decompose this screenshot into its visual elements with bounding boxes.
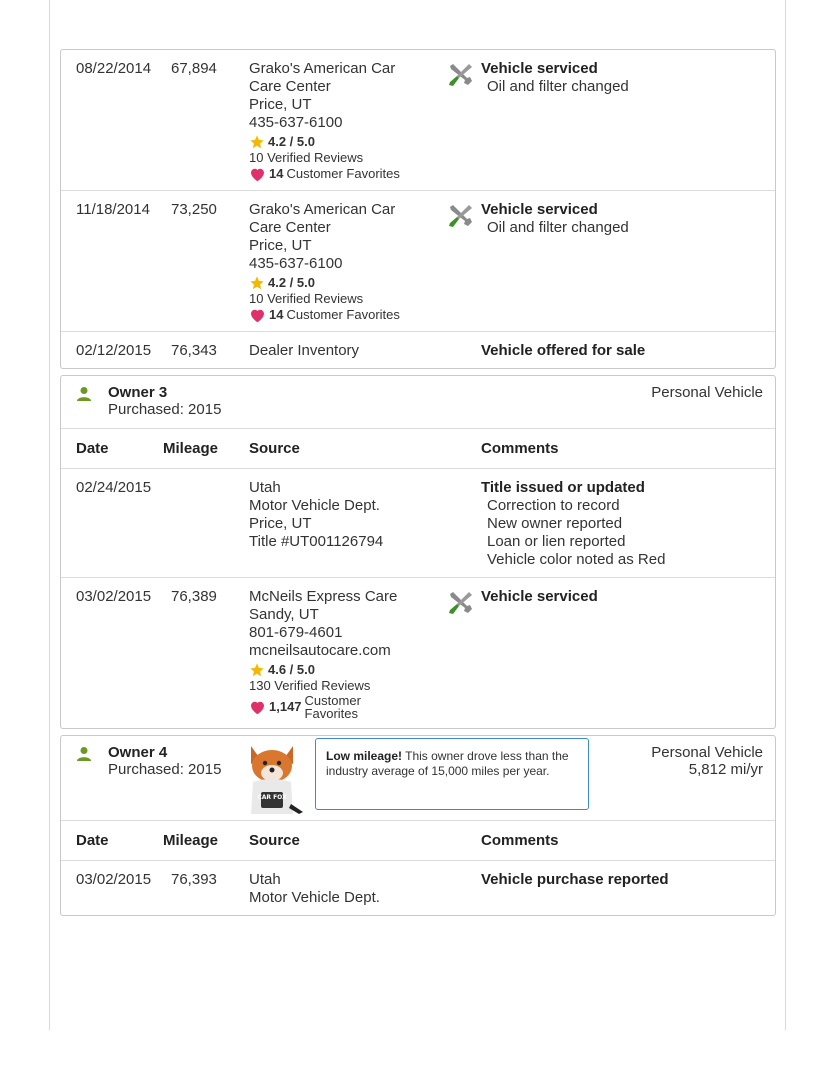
- comment-line: Oil and filter changed: [487, 78, 629, 95]
- table-header: [61, 821, 775, 861]
- favorites-label: Customer Favorites: [286, 166, 400, 181]
- record-source: [249, 342, 439, 360]
- record-date: 02/24/2015: [76, 479, 152, 496]
- column-header-source: Source: [249, 832, 300, 849]
- record-comments: [481, 342, 775, 360]
- wrench-screwdriver-icon: [446, 589, 474, 617]
- heart-icon: [249, 700, 266, 715]
- star-icon: [249, 275, 265, 291]
- column-header-comments: Comments: [481, 440, 559, 457]
- person-icon: [76, 386, 92, 402]
- source-line: Sandy, UT: [249, 606, 319, 623]
- fox-badge-text: CAR FOX: [257, 794, 287, 801]
- rating: [249, 275, 439, 291]
- carfox-mascot-icon: [237, 742, 307, 818]
- record-source: [249, 588, 439, 720]
- source-line: Price, UT: [249, 515, 312, 532]
- comment-title: Title issued or updated: [481, 479, 645, 496]
- owner-purchased: Purchased: 2015: [108, 761, 222, 778]
- favorites-count: 14: [269, 307, 284, 322]
- owner-vehicle-summary: [651, 744, 763, 810]
- owner4-card: [60, 735, 776, 916]
- owner2-records-card: [60, 49, 776, 369]
- record-mileage: 76,393: [171, 871, 217, 888]
- owner-vehicle-type: Personal Vehicle: [651, 384, 763, 401]
- record-source: [249, 871, 439, 907]
- rating: [249, 134, 439, 150]
- record-date: 11/18/2014: [76, 201, 150, 218]
- table-row: [61, 469, 775, 578]
- source-line: Care Center: [249, 219, 331, 236]
- table-row: [61, 191, 775, 332]
- source-line: Price, UT: [249, 237, 312, 254]
- source-line: Title #UT001126794: [249, 533, 384, 550]
- callout-highlight: Low mileage!: [326, 749, 403, 763]
- heart-icon: [249, 167, 266, 182]
- favorites-label-line: Customer: [304, 693, 361, 708]
- record-mileage: 76,343: [171, 342, 217, 359]
- table-header: [61, 429, 775, 469]
- owner-info: [108, 744, 221, 810]
- comment-line: Correction to record: [487, 497, 620, 514]
- favorites-label: Customer Favorites: [286, 307, 400, 322]
- comment-line: Loan or lien reported: [487, 533, 626, 550]
- table-row: [61, 332, 775, 368]
- column-header-mileage: Mileage: [163, 440, 219, 457]
- record-mileage: [171, 479, 249, 569]
- favorites-count: 1,147: [269, 699, 302, 714]
- rating-value: 4.2 / 5.0: [268, 275, 315, 290]
- column-header-date: Date: [76, 832, 109, 849]
- record-comments: [481, 479, 775, 569]
- column-header-date: Date: [76, 440, 109, 457]
- comment-title: Vehicle serviced: [481, 588, 598, 605]
- column-header-mileage: Mileage: [163, 832, 219, 849]
- star-icon: [249, 662, 265, 678]
- service-icon-cell: [439, 479, 481, 569]
- favorites: [249, 694, 439, 720]
- owner-mileage-rate: 5,812 mi/yr: [688, 761, 763, 778]
- record-source: [249, 201, 439, 323]
- favorites-label: [305, 694, 361, 720]
- source-line: Utah: [249, 871, 281, 888]
- record-source: [249, 60, 439, 182]
- callout-text: This owner drove less than the industry average of 15,000 miles per year.: [326, 749, 569, 778]
- rating-value: 4.2 / 5.0: [268, 134, 315, 149]
- owner-icon-cell: [76, 744, 94, 810]
- record-comments: [481, 871, 775, 907]
- heart-icon: [249, 308, 266, 323]
- record-date: 03/02/2015: [76, 588, 152, 605]
- table-row: [61, 578, 775, 728]
- favorites-count: 14: [269, 166, 284, 181]
- favorites: [249, 166, 439, 182]
- comment-line: New owner reported: [487, 515, 623, 532]
- source-line: McNeils Express Care: [249, 588, 398, 605]
- service-icon-cell: [439, 201, 481, 323]
- record-mileage: 67,894: [171, 60, 217, 77]
- comment-line: Vehicle color noted as Red: [487, 551, 666, 568]
- source-line: 801-679-4601: [249, 624, 343, 641]
- comment-line: Oil and filter changed: [487, 219, 629, 236]
- record-comments: [481, 60, 775, 182]
- owner-header: [61, 736, 775, 821]
- column-header-comments: Comments: [481, 832, 559, 849]
- wrench-screwdriver-icon: [446, 202, 474, 230]
- source-line: Care Center: [249, 78, 331, 95]
- low-mileage-callout: [315, 738, 589, 810]
- source-line: Motor Vehicle Dept.: [249, 497, 380, 514]
- owner-vehicle-type: Personal Vehicle: [651, 744, 763, 761]
- owner-header: [61, 376, 775, 429]
- source-line: Price, UT: [249, 96, 312, 113]
- service-icon-cell: [439, 588, 481, 720]
- record-date: 08/22/2014: [76, 60, 152, 77]
- service-icon-cell: [439, 60, 481, 182]
- page-right-border: [785, 0, 786, 1030]
- rating-value: 4.6 / 5.0: [268, 662, 315, 677]
- favorites: [249, 307, 439, 323]
- owner-info: [108, 384, 221, 418]
- source-line: 435-637-6100: [249, 255, 343, 272]
- source-line: Grako's American Car: [249, 60, 396, 77]
- comment-title: Vehicle serviced: [481, 60, 598, 77]
- record-source: [249, 479, 439, 569]
- favorites-label-line: Favorites: [304, 706, 359, 721]
- owner-icon-cell: [76, 384, 94, 418]
- source-line: Utah: [249, 479, 281, 496]
- reviews-link[interactable]: 130 Verified Reviews: [249, 678, 371, 693]
- owner-name: Owner 4: [108, 744, 168, 761]
- owner3-card: [60, 375, 776, 729]
- record-mileage: 76,389: [171, 588, 217, 605]
- comment-title: Vehicle serviced: [481, 201, 598, 218]
- table-row: [61, 50, 775, 191]
- column-header-source: Source: [249, 440, 300, 457]
- star-icon: [249, 134, 265, 150]
- page-left-border: [49, 0, 50, 1030]
- source-line: Grako's American Car: [249, 201, 396, 218]
- wrench-screwdriver-icon: [446, 61, 474, 89]
- source-line: 435-637-6100: [249, 114, 343, 131]
- comment-title: Vehicle purchase reported: [481, 871, 669, 888]
- owner-purchased: Purchased: 2015: [108, 401, 222, 418]
- source-website-link[interactable]: mcneilsautocare.com: [249, 642, 391, 659]
- record-comments: [481, 201, 775, 323]
- service-icon-cell: [439, 342, 481, 360]
- service-icon-cell: [439, 871, 481, 907]
- record-date: 03/02/2015: [76, 871, 152, 888]
- source-line: Motor Vehicle Dept.: [249, 889, 380, 906]
- source-line: Dealer Inventory: [249, 342, 360, 359]
- record-date: 02/12/2015: [76, 342, 152, 359]
- comment-title: Vehicle offered for sale: [481, 342, 646, 359]
- record-comments: [481, 588, 775, 720]
- reviews-link[interactable]: 10 Verified Reviews: [249, 150, 364, 165]
- person-icon: [76, 746, 92, 762]
- record-mileage: 73,250: [171, 201, 217, 218]
- table-row: [61, 861, 775, 915]
- reviews-link[interactable]: 10 Verified Reviews: [249, 291, 364, 306]
- owner-name: Owner 3: [108, 384, 168, 401]
- rating: [249, 662, 439, 678]
